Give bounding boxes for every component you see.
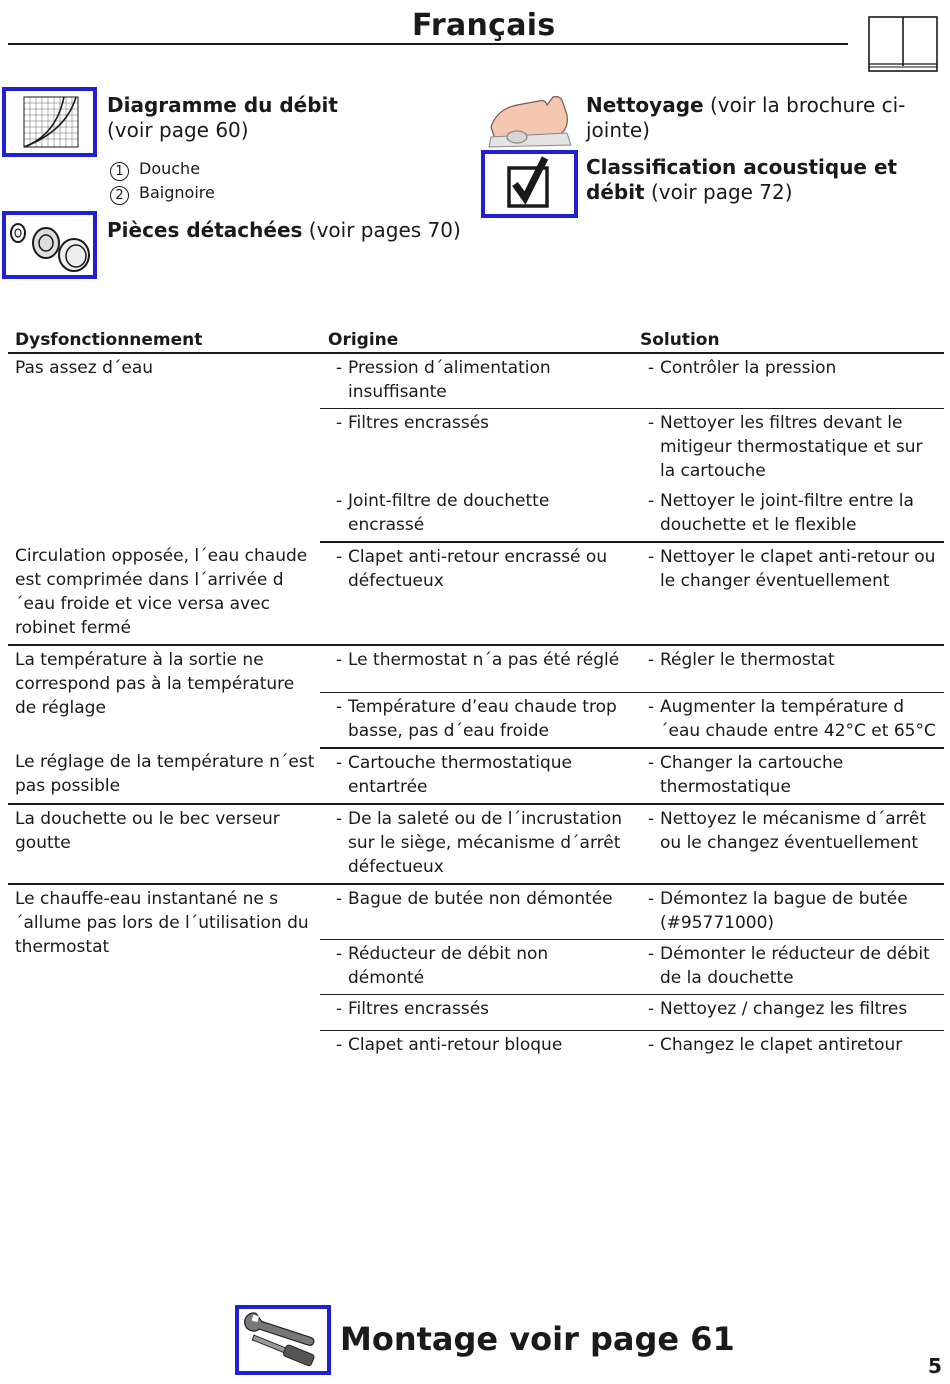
- flow-diagram-heading: [107, 93, 447, 143]
- flow-diagram-ref: (voir page 60): [107, 118, 249, 142]
- acoustic-icon-box: [481, 150, 578, 218]
- problem-cell: Le réglage de la température n´est pas possible: [8, 748, 320, 804]
- cause-cell: - Réducteur de débit non démonté: [320, 939, 632, 994]
- cleaning-hand-icon: [487, 93, 573, 149]
- table-header-row: [8, 326, 944, 353]
- cause-cell: - Pression d´alimentation insuffisante: [320, 353, 632, 409]
- spare-parts-ref: (voir pages 70): [308, 218, 461, 242]
- troubleshooting-table: [8, 326, 944, 1061]
- assembly-reference: Montage voir page 61: [340, 1320, 735, 1358]
- flow-diagram-icon-box: [2, 87, 97, 157]
- solution-cell: - Changer la cartouche thermostatique: [632, 748, 944, 804]
- table-row: [8, 804, 944, 884]
- cause-cell: - Filtres encrassés: [320, 409, 632, 488]
- legend-label: Baignoire: [139, 183, 215, 202]
- problem-cell: Le chauffe-eau instantané ne s´allume pas lors de l´utilisation du thermostat: [15, 888, 309, 957]
- column-header: Origine: [320, 326, 632, 353]
- legend-number: 2: [110, 186, 129, 205]
- spare-parts-icon: [6, 215, 93, 275]
- wrench-screwdriver-icon: [239, 1309, 327, 1371]
- column-header: Solution: [632, 326, 944, 353]
- legend-number: 1: [110, 162, 129, 181]
- cause-cell: - De la saleté ou de l´incrustation sur le siège, mécanisme d´arrêt défectueux: [320, 804, 632, 884]
- legend-item-shower: [110, 158, 200, 181]
- solution-cell: - Contrôler la pression: [632, 353, 944, 409]
- legend-item-bathtub: [110, 182, 215, 205]
- flow-diagram-title: Diagramme du débit: [107, 93, 338, 117]
- table-row: [8, 542, 944, 645]
- solution-cell: - Nettoyer le joint-filtre entre la douchette et le flexible: [632, 487, 944, 542]
- solution-cell: - Changez le clapet antiretour: [632, 1030, 944, 1061]
- page-title: Français: [412, 8, 556, 43]
- acoustic-ref: (voir page 72): [650, 180, 793, 204]
- problem-cell: La douchette ou le bec verseur goutte: [8, 804, 320, 884]
- problem-cell: La température à la sortie ne correspond pas à la température de réglage: [15, 650, 295, 718]
- acoustic-title: Classification acoustique et débit: [586, 155, 898, 204]
- cleaning-title: Nettoyage: [586, 93, 704, 117]
- solution-cell: - Démonter le réducteur de débit de la douchette: [632, 939, 944, 994]
- legend-label: Douche: [139, 159, 201, 178]
- cause-cell: - Bague de butée non démontée: [320, 884, 632, 940]
- table-row: [8, 645, 944, 692]
- spare-parts-title: Pièces détachées: [107, 218, 303, 242]
- spare-parts-icon-box: [2, 211, 97, 279]
- solution-cell: - Nettoyer les filtres devant le mitigeur thermostatique et sur la cartouche: [632, 409, 944, 488]
- solution-cell: - Nettoyez / changez les filtres: [632, 994, 944, 1030]
- flow-chart-icon: [6, 91, 93, 153]
- table-row: [8, 748, 944, 804]
- cause-cell: - Le thermostat n´a pas été réglé: [320, 645, 632, 692]
- cause-cell: - Température d’eau chaude trop basse, pas d´eau froide: [320, 692, 632, 748]
- checkbox-checked-icon: [485, 154, 574, 214]
- cause-cell: - Clapet anti-retour bloque: [320, 1030, 632, 1061]
- problem-cell: Pas assez d´eau: [15, 358, 154, 378]
- solution-cell: - Nettoyez le mécanisme d´arrêt ou le changez éventuellement: [632, 804, 944, 884]
- spare-parts-heading: [107, 218, 477, 243]
- column-header: Dysfonctionnement: [8, 326, 320, 353]
- cause-cell: - Filtres encrassés: [320, 994, 632, 1030]
- cause-cell: - Joint-filtre de douchette encrassé: [320, 487, 632, 542]
- problem-cell: Circulation opposée, l´eau chaude est comprimée dans l´arrivée d´eau froide et vice versa avec robinet fermé: [8, 542, 320, 645]
- solution-cell: - Régler le thermostat: [632, 645, 944, 692]
- cause-cell: - Cartouche thermostatique entartrée: [320, 748, 632, 804]
- cleaning-ref: (voir la brochure ci-jointe): [586, 93, 906, 142]
- page-number: 5: [928, 1354, 942, 1378]
- cause-cell: - Clapet anti-retour encrassé ou défectueux: [320, 542, 632, 645]
- table-row: [8, 884, 944, 940]
- solution-cell: - Augmenter la température d´eau chaude entre 42°C et 65°C: [632, 692, 944, 748]
- cleaning-heading: [586, 93, 916, 143]
- solution-cell: - Nettoyer le clapet anti-retour ou le changer éventuellement: [632, 542, 944, 645]
- acoustic-heading: [586, 155, 926, 205]
- table-row: [8, 353, 944, 409]
- solution-cell: - Démontez la bague de butée (#95771000): [632, 884, 944, 940]
- header-rule: [8, 43, 848, 45]
- open-book-icon: [868, 16, 938, 72]
- tools-icon-box: [235, 1305, 331, 1375]
